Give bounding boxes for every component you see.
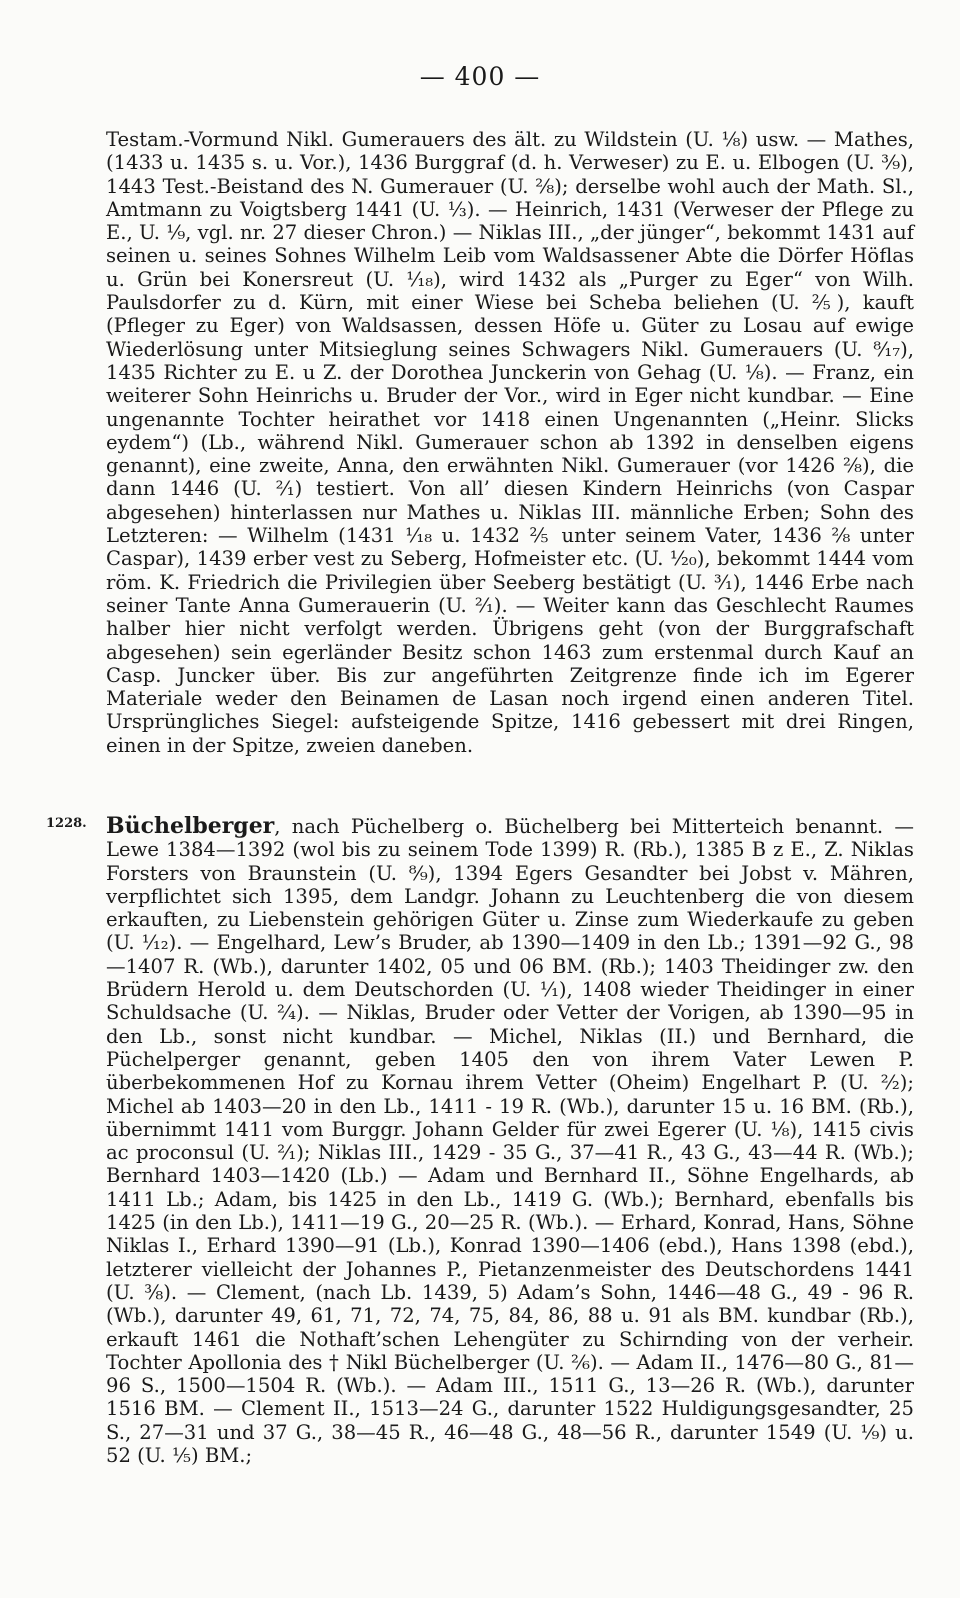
page-number: — 400 — xyxy=(419,62,541,91)
paragraph-continuation: Testam.-Vormund Nikl. Gumerauers des ält. zu Wildstein (U. ¹⁄₈) usw. — Mathes, (1433 u. 1435 s. u. Vor.), 1436 Burggraf (d. h. Verweser) zu E. u. Elbogen (U. ³⁄₉), 1443 Test.-Beistand des N. Gumerauer (U. ²⁄₈); derselbe wohl auch der Math. Sl., Amtmann zu Voigtsberg 1441 (U. ⅓). — Heinrich, 1431 (Verweser der Pflege zu E., U. ¹⁄₉, vgl. nr. 27 dieser Chron.) — Niklas III., „der jünger“, bekommt 1431 auf seinen u. seines Sohnes Wilhelm Leib vom Waldsassener Abte die Dörfer Höflas u. Grün bei Konersreut (U. ¹⁄₁₈), wird 1432 als „Purger zu Eger“ von Wilh. Paulsdorfer zu d. Kürn, mit einer Wiese bei Scheba beliehen (U. ⅖), kauft (Pfleger zu Eger) von Waldsassen, dessen Höfe u. Güter zu Losau auf ewige Wiederlösung unter Mitsieglung seines Schwagers Nikl. Gumerauers (U. ⁸⁄₁₇), 1435 Richter zu E. u Z. der Dorothea Junckerin von Gehag (U. ¹⁄₈). — Franz, ein weiterer Sohn Heinrichs u. Bruder der Vor., wird in Eger nicht kundbar. — Eine ungenannte Tochter heirathet vor 1418 einen Ungenannten („Heinr. Slicks eydem“) (Lb., während Nikl. Gumerauer schon ab 1392 in denselben eigens genannt), eine zweite, Anna, den erwähnten Nikl. Gumerauer (vor 1426 ²⁄₈), die dann 1446 (U. ²⁄₁) testiert. Von all’ diesen Kindern Heinrichs (von Caspar abgesehen) hinterlassen nur Mathes u. Niklas III. männliche Erben; Sohn des Letzteren: — Wilhelm (1431 ¹⁄₁₈ u. 1432 ⅖ unter seinem Vater, 1436 ²⁄₈ unter Caspar), 1439 erber vest zu Seberg, Hofmeister etc. (U. ¹⁄₂₀), bekommt 1444 vom röm. K. Friedrich die Privilegien über Seeberg bestätigt (U. ³⁄₁), 1446 Erbe nach seiner Tante Anna Gumerauerin (U. ²⁄₁). — Weiter kann das Geschlecht Raumes halber hier nicht verfolgt werden. Übrigens geht (von der Burggrafschaft abgesehen) sein egerländer Besitz schon 1463 zum erstenmal durch Kauf an Casp. Juncker über. Bis zur angeführten Zeitgrenze finde ich im Egerer Materiale weder den Beinamen de Lasan noch irgend einen anderen Titel. Ursprüngliches Siegel: aufsteigende Spitze, 1416 gebessert mit drei Ringen, einen in der Spitze, zweien daneben. xyxy=(106,128,914,757)
entry-body: , nach Püchelberg o. Büchelberg bei Mitterteich benannt. — Lewe 1384—1392 (wol bis zu seinem Tode 1399) R. (Rb.), 1385 B z E., Z. Niklas Forsters von Braunstein (U. ⁸⁄₉), 1394 Egers Gesandter bei Jobst v. Mähren, verpflichtet sich 1395, dem Landgr. Johann zu Leuchtenberg die von diesem erkauften, zu Liebenstein gehörigen Güter u. Zinse zum Wiederkaufe zu geben (U. ¹⁄₁₂). — Engelhard, Lew’s Bruder, ab 1390—1409 in den Lb.; 1391—92 G., 98—1407 R. (Wb.), darunter 1402, 05 und 06 BM. (Rb.); 1403 Theidinger zw. den Brüdern Herold u. dem Deutschorden (U. ¹⁄₁), 1408 wieder Theidinger in einer Schuldsache (U. ²⁄₄). — Niklas, Bruder oder Vetter der Vorigen, ab 1390—95 in den Lb., sonst nicht kundbar. — Michel, Niklas (II.) und Bernhard, die Püchelperger genannt, geben 1405 den von ihrem Vater Lewen P. überbekommenen Hof zu Kornau ihrem Vetter (Oheim) Engelhart P. (U. ²⁄₂); Michel ab 1403—20 in den Lb., 1411 - 19 R. (Wb.), darunter 15 u. 16 BM. (Rb.), übernimmt 1411 vom Burggr. Johann Gelder für zwei Egerer (U. ¹⁄₈), 1415 civis ac proconsul (U. ²⁄₁); Niklas III., 1429 - 35 G., 37—41 R., 43 G., 43—44 R. (Wb.); Bernhard 1403—1420 (Lb.) — Adam und Bernhard II., Söhne Engelhards, ab 1411 Lb.; Adam, bis 1425 in den Lb., 1419 G. (Wb.); Bernhard, ebenfalls bis 1425 (in den Lb.), 1411—19 G., 20—25 R. (Wb.). — Erhard, Konrad, Hans, Söhne Niklas I., Erhard 1390—91 (Lb.), Konrad 1390—1406 (ebd.), Hans 1398 (ebd.), letzterer vielleicht der Johannes P., Pietanzenmeister des Deutschordens 1441 (U. ⅜). — Clement, (nach Lb. 1439, 5) Adam’s Sohn, 1446—48 G., 49 - 96 R. (Wb.), darunter 49, 61, 71, 72, 74, 75, 84, 86, 88 u. 91 als BM. kundbar (Rb.), erkauft 1461 die Nothaft’schen Lehengüter zu Schirnding von der verheir. Tochter Apollonia des † Nikl Büchelberger (U. ²⁄₆). — Adam II., 1476—80 G., 81—96 S., 1500—1504 R. (Wb.). — Adam III., 1511 G., 13—26 R. (Wb.), darunter 1516 BM. — Clement II., 1513—24 G., darunter 1522 Huldigungsgesandter, 25 S., 27—31 und 37 G., 38—45 R., 46—48 G., 48—56 R., darunter 1549 (U. ¹⁄₉) u. 52 (U. ¹⁄₅) BM.; xyxy=(106,815,914,1468)
entry-heading: Büchelberger xyxy=(106,813,275,839)
entry-paragraph xyxy=(106,815,914,1467)
entry-number: 1228. xyxy=(46,816,87,831)
